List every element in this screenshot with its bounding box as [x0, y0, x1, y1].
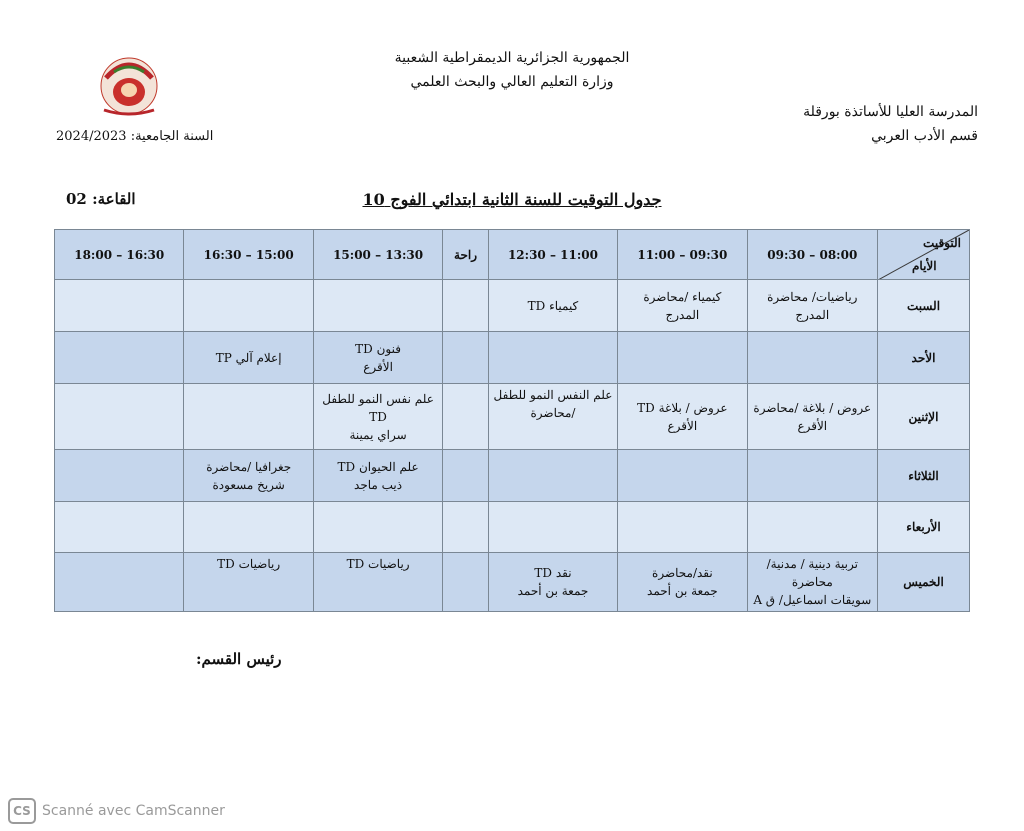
- header-row: [55, 230, 970, 280]
- table-cell: عروض / بلاغة /محاضرة الأقرع: [747, 384, 877, 450]
- camscanner-logo-icon: CS: [8, 798, 36, 824]
- corner-time-label: التوقيت: [923, 236, 961, 250]
- table-cell: علم نفس النمو للطفل TD سراي يمينة: [313, 384, 442, 450]
- table-cell: [55, 502, 184, 553]
- table-cell: رياضيات/ محاضرة المدرج: [747, 280, 877, 332]
- room-label: القاعة: 02: [66, 190, 136, 208]
- table-cell: [488, 450, 617, 502]
- column-header: 15:00 – 13:30: [313, 230, 442, 280]
- department-name: قسم الأدب العربي: [871, 128, 978, 144]
- table-cell: نقد TD جمعة بن أحمد: [488, 553, 617, 612]
- table-row: [55, 332, 970, 384]
- table-cell: [184, 384, 313, 450]
- table-cell: كيمياء TD: [488, 280, 617, 332]
- table-row: [55, 450, 970, 502]
- school-header: [803, 100, 978, 148]
- table-cell: [618, 502, 747, 553]
- table-cell: [184, 280, 313, 332]
- table-cell: [55, 450, 184, 502]
- table-cell: [747, 450, 877, 502]
- day-cell: الخميس: [878, 553, 970, 612]
- camscanner-watermark: [8, 798, 225, 824]
- table-cell: فنون TD الأقرع: [313, 332, 442, 384]
- table-cell: كيمياء /محاضرة المدرج: [618, 280, 747, 332]
- table-cell: علم النفس النمو للطفل /محاضرة: [488, 384, 617, 450]
- table-cell: رياضيات TD: [313, 553, 442, 612]
- column-header: 09:30 – 08:00: [747, 230, 877, 280]
- title-text: جدول التوقيت للسنة الثانية ابتدائي الفوج 10: [362, 190, 662, 209]
- academic-year: السنة الجامعية: 2024/2023: [56, 129, 214, 144]
- table-cell: [443, 553, 488, 612]
- corner-days-label: الأيام: [912, 259, 937, 273]
- table-cell: [443, 332, 488, 384]
- table-cell: [747, 502, 877, 553]
- table-row: [55, 502, 970, 553]
- table-cell: [618, 450, 747, 502]
- table-cell: [443, 502, 488, 553]
- day-cell: الثلاثاء: [878, 450, 970, 502]
- table-cell: [443, 384, 488, 450]
- day-cell: الإثنين: [878, 384, 970, 450]
- table-cell: [55, 553, 184, 612]
- table-cell: رياضيات TD: [184, 553, 313, 612]
- watermark-text: Scanné avec CamScanner: [42, 803, 225, 819]
- table-cell: [443, 450, 488, 502]
- table-cell: نقد/محاضرة جمعة بن أحمد: [618, 553, 747, 612]
- ministry-line: وزارة التعليم العالي والبحث العلمي: [410, 74, 614, 90]
- table-row: [55, 553, 970, 612]
- table-cell: علم الحيوان TD ذيب ماجد: [313, 450, 442, 502]
- day-cell: السبت: [878, 280, 970, 332]
- republic-line: الجمهورية الجزائرية الديمقراطية الشعبية: [394, 50, 630, 66]
- column-header-break: راحة: [443, 230, 488, 280]
- table-cell: [443, 280, 488, 332]
- column-header: 18:00 – 16:30: [55, 230, 184, 280]
- table-cell: [488, 502, 617, 553]
- table-cell: تربية دينية / مدنية/محاضرة سويقات اسماعيل/ ق A: [747, 553, 877, 612]
- table-cell: إعلام آلي TP: [184, 332, 313, 384]
- head-of-department-label: رئيس القسم:: [196, 650, 282, 668]
- school-logo: [84, 48, 174, 120]
- table-row: [55, 280, 970, 332]
- table-cell: عروض / بلاغة TD الأقرع: [618, 384, 747, 450]
- column-header: 11:00 – 09:30: [618, 230, 747, 280]
- table-cell: [55, 280, 184, 332]
- day-cell: الأربعاء: [878, 502, 970, 553]
- table-cell: [184, 502, 313, 553]
- table-cell: [55, 332, 184, 384]
- school-name: المدرسة العليا للأساتذة بورقلة: [803, 104, 978, 120]
- column-header: 16:30 – 15:00: [184, 230, 313, 280]
- page-title: [0, 190, 1024, 209]
- table-cell: [313, 280, 442, 332]
- day-cell: الأحد: [878, 332, 970, 384]
- table-cell: [55, 384, 184, 450]
- table-cell: [313, 502, 442, 553]
- schedule-table: [54, 229, 970, 612]
- table-cell: [747, 332, 877, 384]
- table-cell: [618, 332, 747, 384]
- table-row: [55, 384, 970, 450]
- table-cell: جغرافيا /محاضرة شريخ مسعودة: [184, 450, 313, 502]
- table-cell: [488, 332, 617, 384]
- corner-cell: [878, 230, 970, 280]
- column-header: 12:30 – 11:00: [488, 230, 617, 280]
